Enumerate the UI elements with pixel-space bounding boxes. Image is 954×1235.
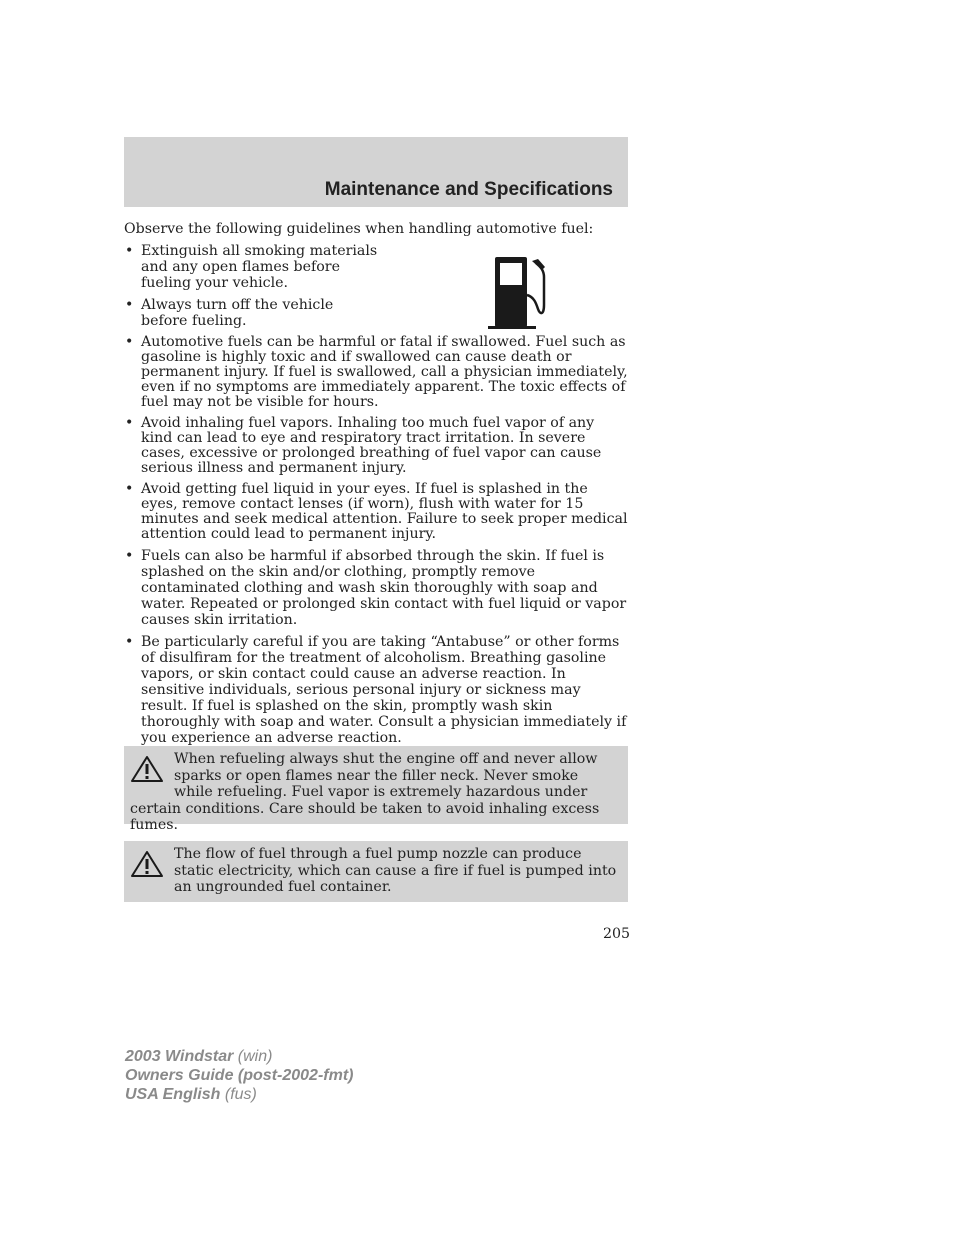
warning-box [124, 841, 628, 902]
list-item: • Be particularly careful if you are taking “Antabuse” or other forms of disulfiram for the treatment of alcoholism. Breathing gasoline vapors, or skin contact could cause an adverse reaction. In sensitive individuals, serious personal injury or sickness may result. If fuel is splashed on the skin, promptly wash skin thoroughly with soap and water. Consult a physician immediately if you experience an adverse reaction. [124, 634, 628, 746]
content [124, 221, 628, 752]
list-item: • Avoid getting fuel liquid in your eyes. If fuel is splashed in the eyes, remove contact lenses (if worn), flush with water for 15 minutes and seek medical attention. Failure to seek proper medical attention could lead to permanent injury. [124, 482, 628, 542]
list-item: • Always turn off the vehicle before fueling. [124, 297, 628, 329]
section-header [124, 137, 628, 207]
warning-text: The flow of fuel through a fuel pump nozzle can produce static electricity, which can cause a fire if fuel is pumped into an ungrounded fuel container. [174, 846, 617, 895]
intro-text: Observe the following guidelines when handling automotive fuel: [124, 221, 594, 237]
page-number: 205 [603, 926, 631, 942]
warning-box [124, 746, 628, 833]
footer-line: USA English (fus) [125, 1086, 257, 1103]
warning-triangle-icon [130, 755, 164, 783]
warning-text: When refueling always shut the engine off and never allow sparks or open flames near the filler neck. Never smoke while refueling. Fuel vapor is extremely hazardous under certain conditions. Care should be taken to avoid inhaling excess fumes. [130, 751, 600, 833]
list-item: • Avoid inhaling fuel vapors. Inhaling too much fuel vapor of any kind can lead to eye and respiratory tract irritation. In severe cases, excessive or prolonged breathing of fuel vapor can cause serious illness and permanent injury. [124, 416, 628, 476]
list-item: • Fuels can also be harmful if absorbed through the skin. If fuel is splashed on the skin and/or clothing, promptly remove contaminated clothing and wash skin thoroughly with soap and water. Repeated or prolonged skin contact with fuel liquid or vapor causes skin irritation. [124, 548, 628, 628]
footer-line: Owners Guide (post-2002-fmt) [125, 1067, 354, 1084]
footer-line: 2003 Windstar (win) [125, 1048, 273, 1065]
list-item: • Automotive fuels can be harmful or fatal if swallowed. Fuel such as gasoline is highly toxic and if swallowed can cause death or permanent injury. If fuel is swallowed, call a physician immediately, even if no symptoms are immediately apparent. The toxic effects of fuel may not be visible for hours. [124, 335, 628, 410]
warning-triangle-icon [130, 850, 164, 878]
list-item: • Extinguish all smoking materials and any open flames before fueling your vehicle. [124, 243, 628, 291]
section-title: Maintenance and Specifications [324, 179, 613, 200]
footer [125, 1047, 353, 1104]
